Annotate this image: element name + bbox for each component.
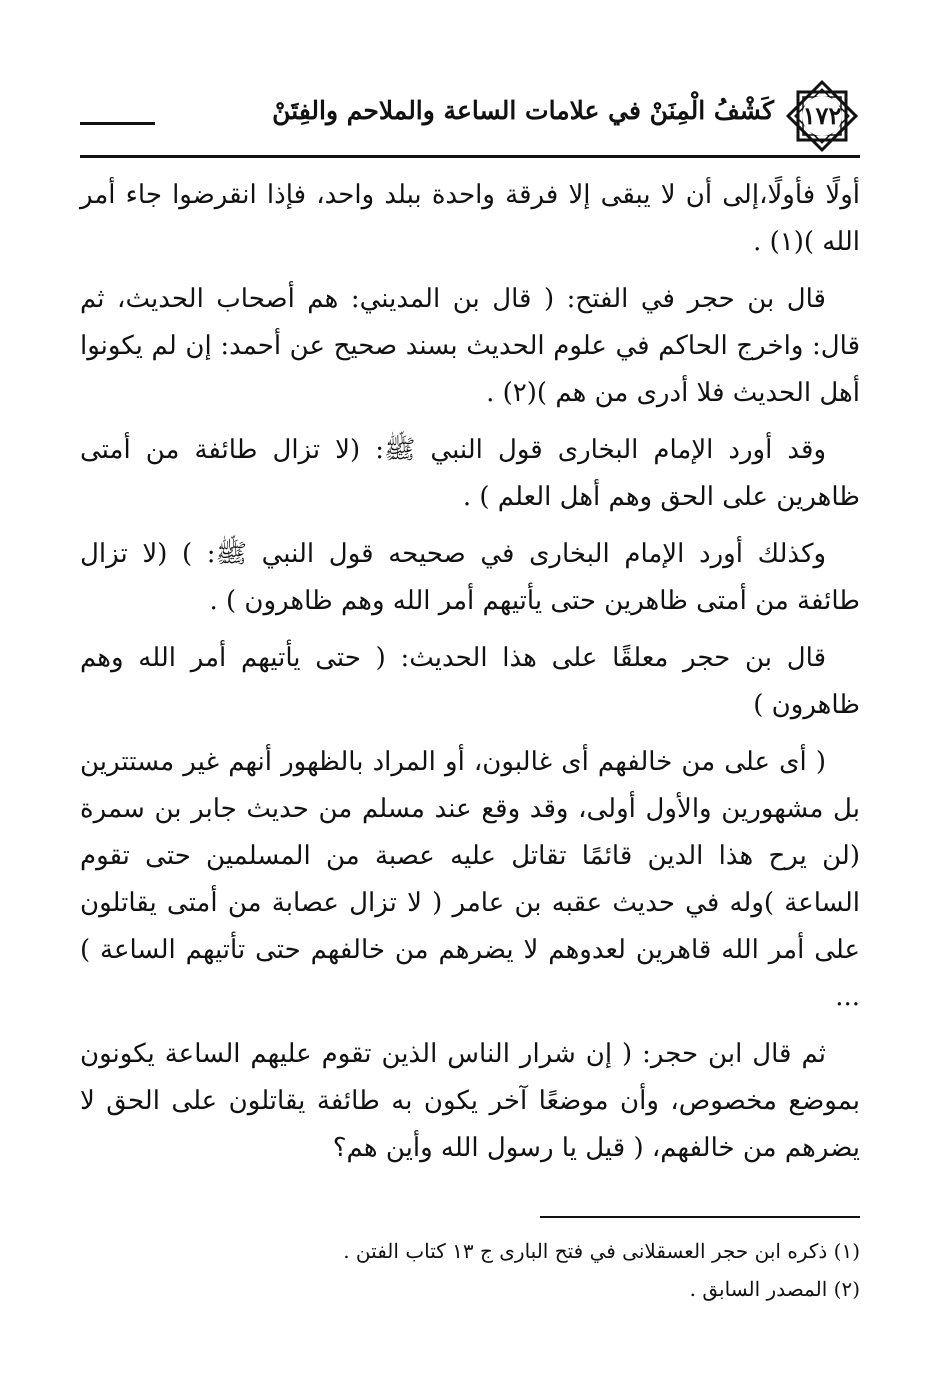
footnote: (١) ذكره ابن حجر العسقلانى في فتح البارى ج ١٣ كتاب الفتن .: [343, 1239, 860, 1263]
running-title: كَشْفُ الْمِنَنْ في علامات الساعة والملاحم والفِتَنْ: [272, 96, 774, 125]
paragraph: وقد أورد الإمام البخارى قول النبي ﷺ: (لا تزال طائفة من أمتى ظاهرين على الحق وهم أهل العلم ) .: [80, 435, 860, 512]
footnote-separator: [540, 1216, 860, 1218]
paragraph: ثم قال ابن حجر: ( إن شرار الناس الذين تقوم عليهم الساعة يكونون بموضع مخصوص، وأن موضعًا آخر يكون به طائفة يقاتلون على الحق لا يضرهم من خالفهم، ( قيل يا رسول الله وأين هم؟: [80, 1039, 860, 1163]
paragraph: وكذلك أورد الإمام البخارى في صحيحه قول النبي ﷺ: ) (لا تزال طائفة من أمتى ظاهرين حتى يأتيهم أمر الله وهم ظاهرون ) .: [80, 539, 860, 616]
page-number-badge: [784, 78, 860, 154]
paragraph: قال بن حجر معلقًا على هذا الحديث: ( حتى يأتيهم أمر الله وهم ظاهرون ): [80, 643, 860, 720]
footnote: (٢) المصدر السابق .: [689, 1277, 860, 1301]
header-rule: [80, 155, 860, 158]
paragraph: ( أى على من خالفهم أى غالبون، أو المراد بالظهور أنهم غير مستترين بل مشهورين والأول أولى، وقد وقع عند مسلم من حديث جابر بن سمرة (لن يرح هذا الدين قائمًا تقاتل عليه عصبة من المسلمين حتى تقوم الساعة )وله في حديث عقبه بن عامر ( لا تزال عصابة من أمتى يقاتلون على أمر الله قاهرين لعدوهم لا يضرهم من خالفهم حتى تأتيهم الساعة ) ...: [80, 747, 860, 1012]
paragraph: أولًا فأولًا،إلى أن لا يبقى إلا فرقة واحدة ببلد واحد، فإذا انقرضوا جاء أمر الله )(١) .: [80, 180, 860, 257]
paragraph: قال بن حجر في الفتح: ( قال بن المديني: هم أصحاب الحديث، ثم قال: واخرج الحاكم في علوم الحديث بسند صحيح عن أحمد: إن لم يكونوا أهل الحديث فلا أدرى من هم )(٢) .: [80, 284, 860, 408]
page-header: [80, 78, 860, 158]
page-number: ١٧٢: [802, 101, 842, 130]
body-text: [80, 172, 860, 1182]
footnotes: [80, 1232, 860, 1308]
title-dash-rule: [80, 122, 155, 125]
